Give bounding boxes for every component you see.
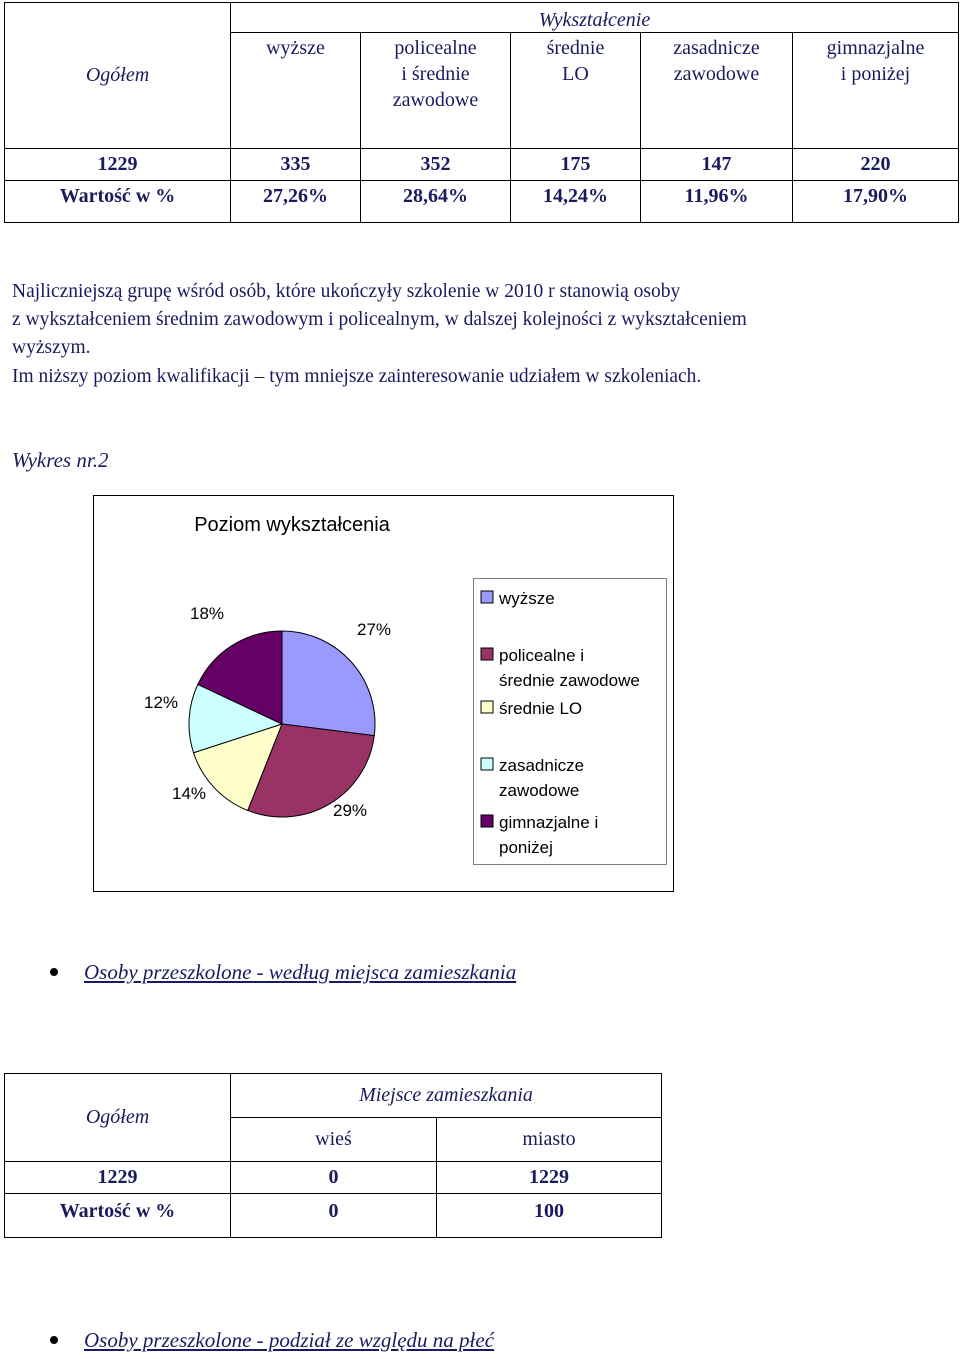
table-cell: 11,96% [641,181,793,223]
header-miejsce-zamieszkania: Miejsce zamieszkania [231,1074,662,1118]
category-header [641,33,793,149]
table-row [5,149,959,181]
table-cell: 352 [361,149,511,181]
table-cell: 175 [511,149,641,181]
row-label: 1229 [5,149,231,181]
pie-chart [93,495,675,892]
pie-data-label: 27% [356,620,392,639]
paragraph-line: z wykształceniem średnim zawodowym i policealnym, w dalszej kolejności z wykształceniem [12,309,747,330]
legend-label: zawodowe [499,781,580,800]
category-line: zawodowe [673,63,760,85]
bullet-icon [50,1336,58,1344]
chart-caption: Wykres nr.2 [12,448,109,472]
legend-swatch [481,758,493,770]
category-header [231,33,361,149]
table-cell: 28,64% [361,181,511,223]
pie-data-label: 12% [143,693,179,712]
category-header [511,33,641,149]
row-label: Wartość w % [5,181,231,223]
category-header [793,33,959,149]
legend-label: wyższe [499,589,555,608]
table-row [5,181,959,223]
legend-swatch [481,815,493,827]
category-line: gimnazjalne [826,37,925,59]
section-heading [50,1328,494,1353]
category-line: policealne [394,37,477,59]
legend-label: policealne i [499,646,585,665]
category-line: LO [562,63,589,85]
legend-label: gimnazjalne i [499,813,599,832]
category-line: zawodowe [392,89,479,111]
category-line: i poniżej [840,63,911,85]
pie-data-label: 18% [189,604,225,623]
section-heading-text: Osoby przeszkolone - podział ze względu na płeć [84,1328,495,1352]
table-cell: 100 [437,1194,662,1238]
residence-table [4,1073,662,1238]
legend-swatch [481,591,493,603]
education-table [4,2,959,223]
category-header: wieś [231,1118,437,1162]
table-row [5,1194,662,1238]
legend-label: poniżej [499,838,553,857]
table-cell: 0 [231,1194,437,1238]
section-heading [50,960,516,985]
paragraph-line: Najliczniejszą grupę wśród osób, które ukończyły szkolenie w 2010 r stanowią osoby [12,281,681,302]
table-cell: 335 [231,149,361,181]
bullet-icon [50,968,58,976]
pie-data-label: 14% [171,784,207,803]
legend-label: średnie zawodowe [499,671,640,690]
table-row [5,1162,662,1194]
section-heading-text: Osoby przeszkolone - według miejsca zamieszkania [84,960,517,984]
legend-label: zasadnicze [499,756,585,775]
table-cell: 0 [231,1162,437,1194]
category-line: średnie [546,37,605,59]
paragraph-line: Im niższy poziom kwalifikacji – tym mniejsze zainteresowanie udziałem w szkoleniach. [12,366,702,387]
header-ogolem: Ogółem [5,3,231,149]
legend-label: średnie LO [499,699,583,718]
table-cell: 147 [641,149,793,181]
header-wyksztalcenie: Wykształcenie [231,3,959,33]
table-cell: 220 [793,149,959,181]
table-cell: 27,26% [231,181,361,223]
row-label: Wartość w % [5,1194,231,1238]
row-label: 1229 [5,1162,231,1194]
paragraph-line: wyższym. [12,337,91,358]
pie-slices [189,631,375,817]
category-header [361,33,511,149]
pie-data-label: 29% [332,801,368,820]
table-cell: 17,90% [793,181,959,223]
table-cell: 1229 [437,1162,662,1194]
table-cell: 14,24% [511,181,641,223]
category-line: zasadnicze [673,37,760,59]
category-line: i średnie [401,63,470,85]
legend-swatch [481,648,493,660]
category-line: wyższe [266,37,325,59]
category-header: miasto [437,1118,662,1162]
header-ogolem: Ogółem [5,1074,231,1162]
chart-title: Poziom wykształcenia [194,514,390,536]
legend-swatch [481,701,493,713]
